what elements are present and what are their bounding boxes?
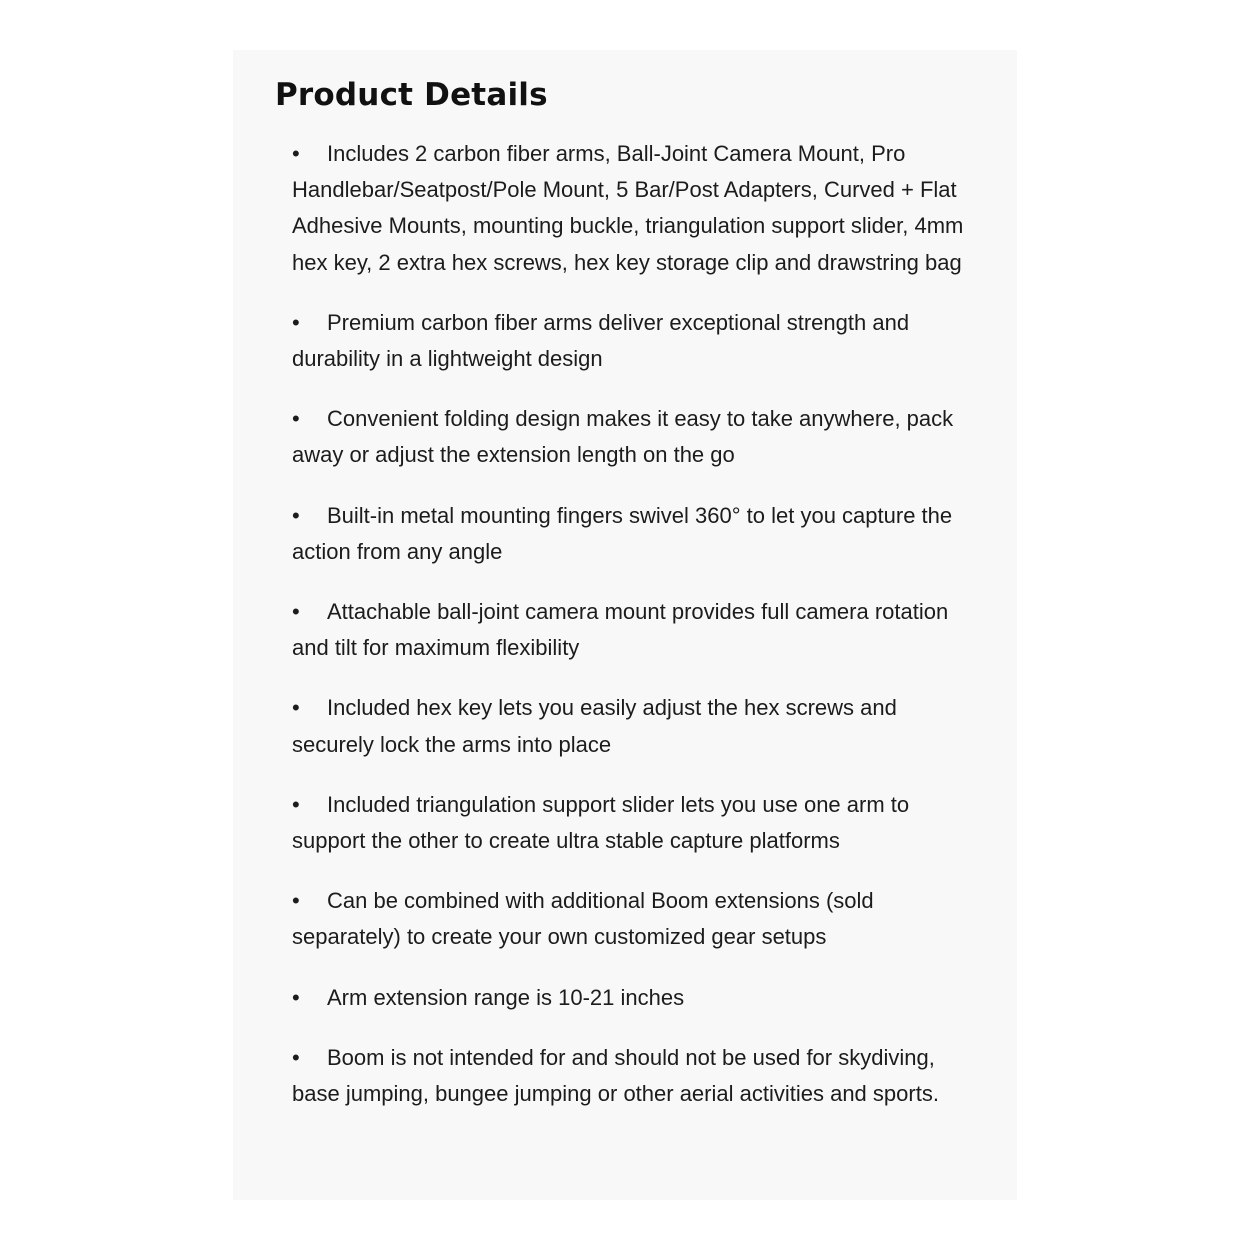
section-title: Product Details [275,77,548,113]
list-item-text: Can be combined with additional Boom extensions (sold separately) to create your own customized gear setups [292,888,874,950]
list-item-text: Included triangulation support slider lets you use one arm to support the other to create ultra stable capture platforms [292,791,910,854]
bullet-icon: • [292,791,300,817]
bullet-icon: • [292,406,300,432]
list-item-text: Includes 2 carbon fiber arms, Ball-Joint Camera Mount, Pro Handlebar/Seatpost/Pole Mount, 5 Bar/Post Adapters, Curved + Flat Adhesive Mounts, mounting buckle, triangulation support slider, 4mm hex key, 2 extra hex screws, hex key storage clip and drawstring bag [292,141,964,275]
list-item [292,1040,977,1112]
list-item [292,883,977,955]
list-item-text: Arm extension range is 10-21 inches [327,984,685,1010]
list-item [292,980,977,1016]
bullet-icon: • [292,888,300,914]
list-item [292,401,977,473]
feature-list [275,136,977,1112]
bullet-icon: • [292,141,300,166]
bullet-icon: • [292,309,300,335]
list-item [292,136,977,281]
bullet-icon: • [292,502,300,528]
list-item [292,305,977,377]
bullet-icon: • [292,984,300,1010]
list-item-text: Included hex key lets you easily adjust the hex screws and securely lock the arms into place [292,695,897,757]
list-item-text: Boom is not intended for and should not be used for skydiving, base jumping, bungee jumping or other aerial activities and sports. [292,1044,939,1107]
bullet-icon: • [292,599,300,625]
list-item [292,787,977,859]
list-item [292,498,977,570]
list-item-text: Attachable ball-joint camera mount provides full camera rotation and tilt for maximum flexibility [292,599,949,661]
list-item [292,594,977,666]
list-item-text: Premium carbon fiber arms deliver exceptional strength and durability in a lightweight design [292,309,910,372]
product-details-panel [233,50,1017,1200]
bullet-icon: • [292,1044,300,1070]
list-item-text: Built-in metal mounting fingers swivel 360° to let you capture the action from any angle [292,502,953,564]
list-item-text: Convenient folding design makes it easy to take anywhere, pack away or adjust the extension length on the go [292,406,954,468]
bullet-icon: • [292,695,300,721]
list-item [292,690,977,762]
